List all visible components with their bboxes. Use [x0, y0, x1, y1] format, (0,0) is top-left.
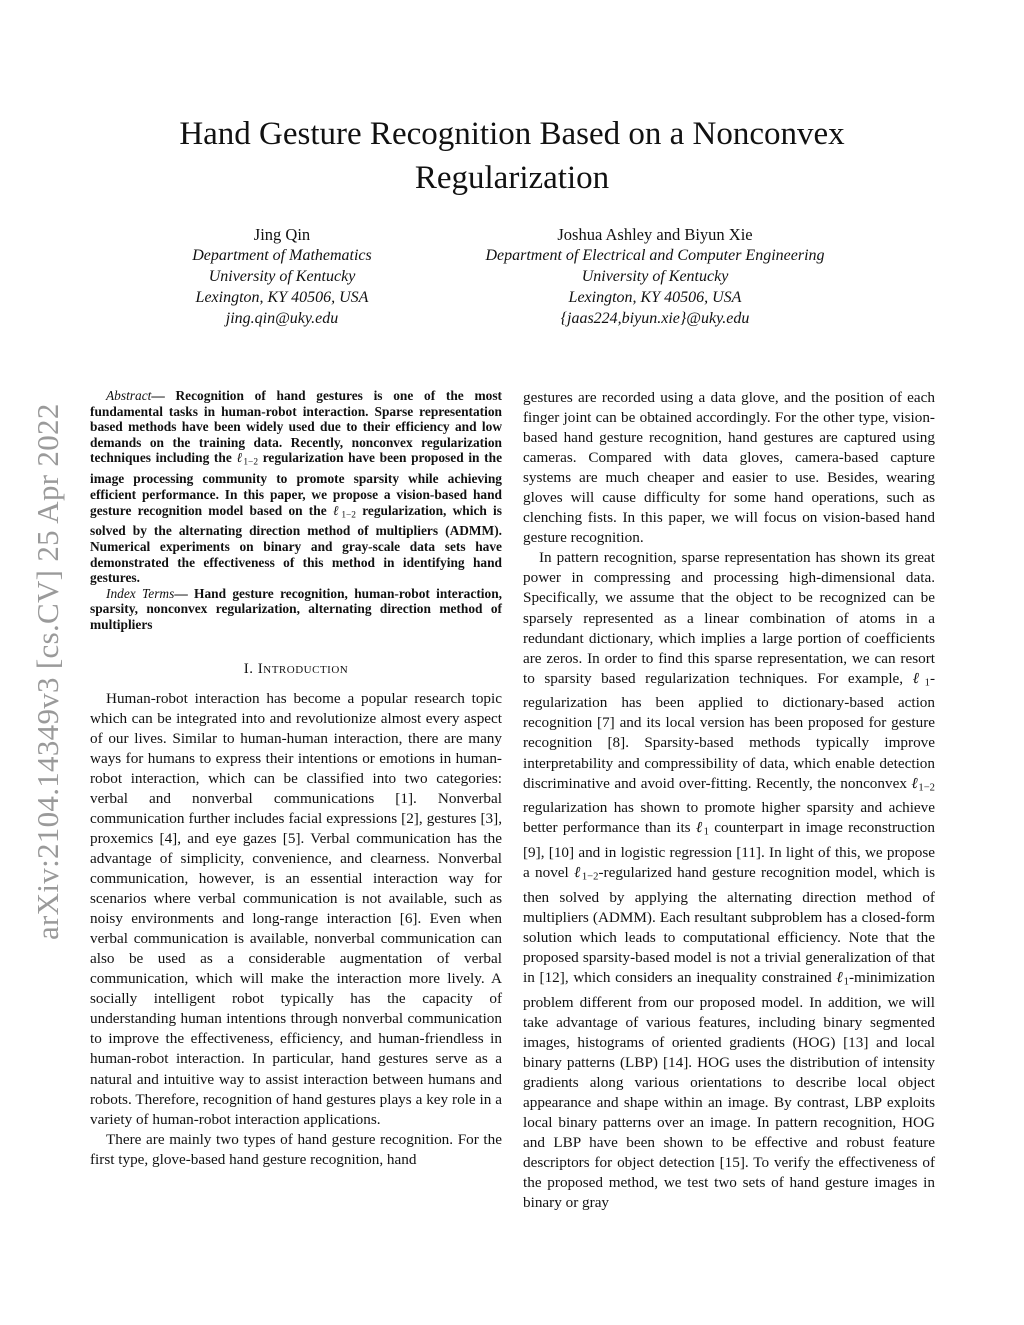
abstract-label: Abstract	[106, 388, 152, 403]
right-column	[523, 388, 935, 1213]
author-location: Lexington, KY 40506, USA	[195, 289, 369, 306]
paragraph: There are mainly two types of hand gesture recognition. For the first type, glove-based hand gesture recognition, hand	[90, 1130, 502, 1168]
author-department: Department of Electrical and Computer Engineering	[485, 247, 825, 264]
left-column	[90, 388, 502, 1170]
index-terms-label: Index Terms	[106, 585, 175, 601]
abstract-text: regularization have been proposed in the image processing community to promote sparsity while achieving efficient performance. In this paper, we propose a vision-based hand gesture recognition model based on the	[90, 450, 503, 518]
math-l12: ℓ$_{1-2}$	[911, 774, 935, 794]
author-block-1	[162, 224, 402, 329]
section-heading: I. Introduction	[243, 660, 349, 677]
paragraph: gestures are recorded using a data glove, and the position of each finger joint can be obtained accordingly. For the other type, vision-based hand gesture recognition, hand gestures are captured using cameras. Compared with data gloves, camera-based capture systems are much cheaper and easier to use. Besides, wearing gloves will cause difficulty for some hand operations, such as clenching fists. In this paper, we will focus on vision-based hand gesture recognition.	[523, 389, 935, 547]
math-l12: ℓ$_{1-2}$	[236, 450, 259, 468]
author-department: Department of Mathematics	[192, 247, 372, 264]
author-name: Joshua Ashley and Biyun Xie	[557, 225, 753, 244]
paper-title: Hand Gesture Recognition Based on a Nonconvex Regularization	[179, 116, 845, 196]
math-l1: ℓ$_1$	[695, 819, 709, 838]
index-terms-text: — Hand gesture recognition, human-robot interaction, sparsity, nonconvex regularization, alternating direction method of multipliers	[90, 585, 502, 632]
author-location: Lexington, KY 40506, USA	[568, 289, 742, 306]
abstract	[90, 388, 502, 633]
math-l12: ℓ$_{1-2}$	[574, 864, 599, 883]
author-block-2	[455, 224, 855, 329]
author-university: University of Kentucky	[208, 268, 356, 285]
abstract-text: regularization, which is solved by the alternating direction method of multipliers (ADMM). Numerical experiments on binary and gray-scale data sets have demonstrated the effectiveness of this method in identifying hand gestures.	[90, 502, 502, 586]
math-l12: ℓ$_{1-2}$	[332, 502, 356, 520]
abstract-text: — Recognition of hand gestures is one of the most fundamental tasks in human-robot interaction. Sparse representation based methods have been widely used due to their efficiency and low demands on the training data. Recently, nonconvex regularization techniques including the	[90, 388, 502, 466]
paragraph: Human-robot interaction has become a popular research topic which can be integrated into and revolutionize almost every aspect of our lives. Similar to human-human interaction, there are many ways for humans to express their intentions or emotions in human-robot interaction, which can be classified into two categories: verbal and nonverbal communications [1]. Nonverbal communication further includes facial expressions [2], gestures [3], proxemics [4], and eye gazes [5]. Verbal communication has the advantage of simplicity, convenience, and clearness. Nonverbal communication, however, is an essential interaction way for scenarios where verbal communication is not available, such as noisy environments and long-range interaction [6]. Even when verbal communication is available, nonverbal communication can also be used as a considerable augmentation of verbal communication, which will make the interaction more lively. A socially intelligent robot typically has the capacity of understanding human intentions through nonverbal communication to improve the effectiveness, efficiency, and human-friendless in human-robot interaction. In particular, hand gestures serve as a natural and intuitive way to assist interaction between humans and robots. Therefore, recognition of hand gestures plays a key role in a variety of human-robot interaction applications.	[90, 689, 502, 1128]
math-l1: ℓ$_1$	[912, 669, 930, 689]
author-email: jing.qin@uky.edu	[225, 310, 339, 327]
author-email: {jaas224,biyun.xie}@uky.edu	[560, 310, 750, 327]
author-name: Jing Qin	[253, 225, 311, 244]
author-university: University of Kentucky	[581, 268, 729, 285]
math-l1: ℓ$_1$	[836, 968, 849, 988]
arxiv-stamp: arXiv:2104.14349v3 [cs.CV] 25 Apr 2022	[30, 403, 65, 940]
paragraph: In pattern recognition, sparse representation has shown its great power in compressing and processing high-dimensional data. Specifically, we assume that the object to be recognized can be sparsely represented as a linear combination of atoms in a redundant dictionary, which implies a large portion of coefficients are zeros. In order to find this sparse representation, we can resort to sparsity based regularization techniques. For example, ℓ$_1$-regularization has been applied to dictionary-based action recognition [7] and its local version has been proposed for gesture recognition [8]. Sparsity-based methods typically improve interpretability and compressibility of data, which enable detection discriminative and avoid over-fitting. Recently, the nonconvex ℓ$_{1-2}$ regularization has shown to promote higher sparsity and achieve better performance than its ℓ$_1$ counterpart in image reconstruction [9], [10] and in logistic regression [11]. In light of this, we propose a novel ℓ$_{1-2}$-regularized hand gesture recognition model, which is then solved by applying the alternating direction method of multipliers (ADMM). Each resultant subproblem has a closed-form solution which leads to computational efficiency. Note that the proposed sparsity-based model is not a trivial generalization of that in [12], which considers an inequality constrained ℓ$_1$-minimization problem different from our proposed model. In addition, we will take advantage of various features, including binary segmented images, histograms of oriented gradients (HOG) [13] and local binary patterns (LBP) [14]. HOG uses the distribution of intensity gradients along various orientations to describe local object appearance and shape within an image. By contrast, LBP exploits local binary patterns over an image. In pattern recognition, HOG and LBP have been shown to be effective and robust feature descriptors for object detection [15]. To verify the effectiveness of the proposed method, we test two sets of hand gesture images in binary or gray	[523, 549, 936, 1212]
